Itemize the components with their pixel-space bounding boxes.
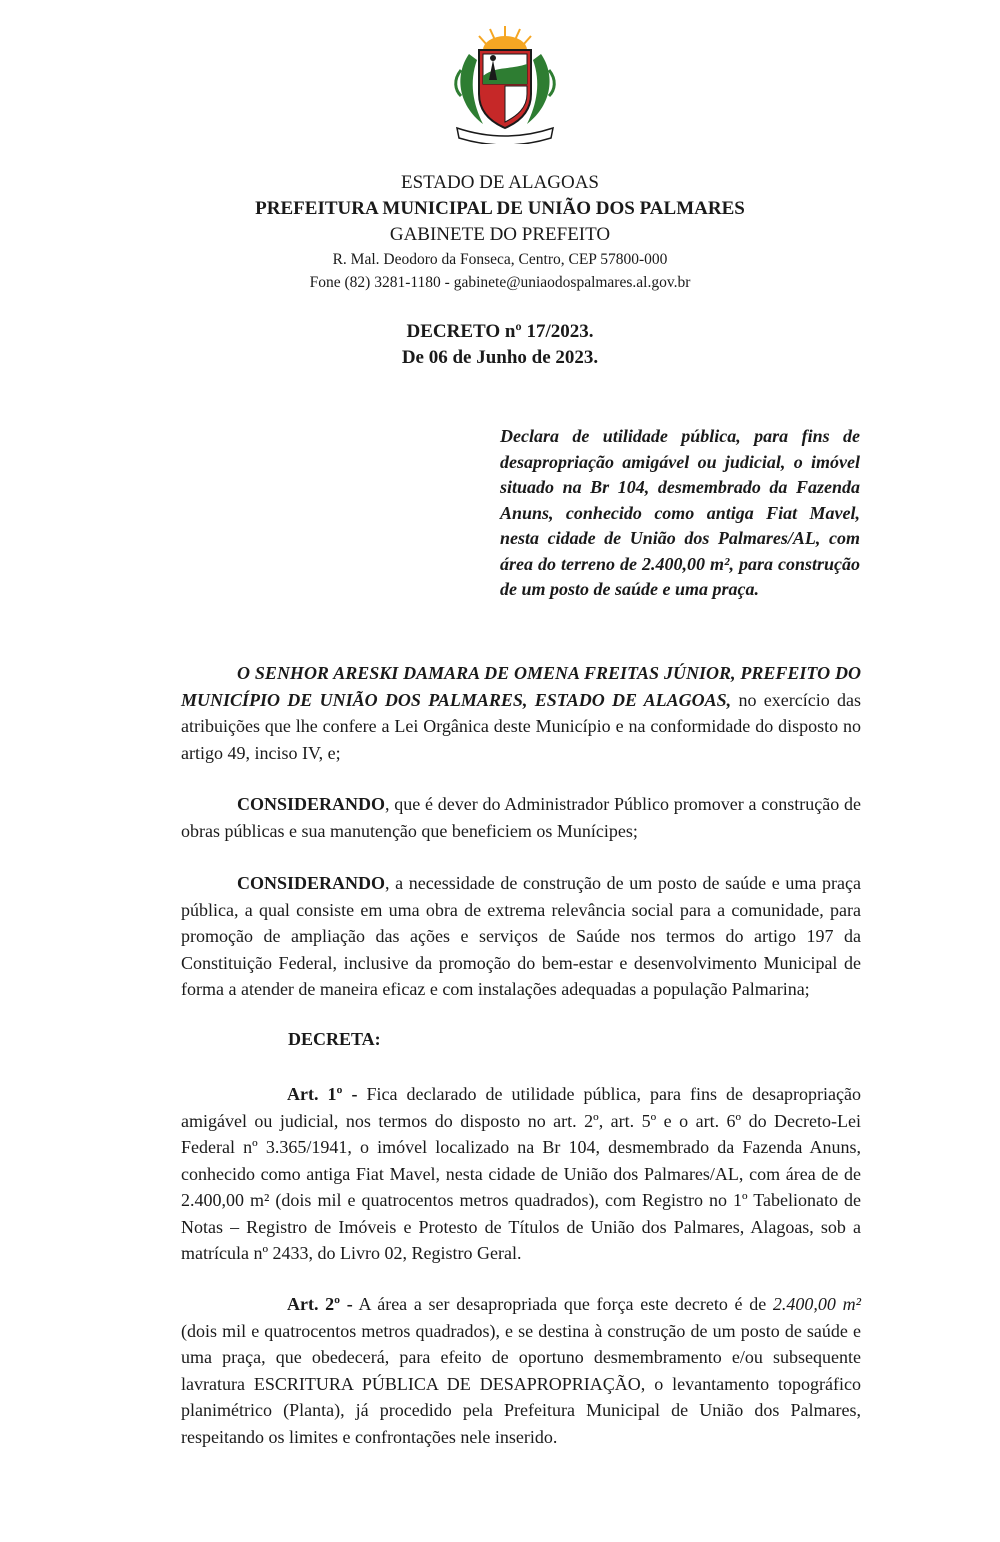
considerando-label: CONSIDERANDO bbox=[237, 794, 386, 814]
article-1 bbox=[181, 1081, 861, 1267]
considerando-text: , a necessidade de construção de um posto de saúde e uma praça pública, a qual consiste em uma obra de extrema relevância social para a comunidade, para promoção de ampliação das ações e serviços de Saúde nos termos do artigo 197 da Constituição Federal, inclusive da promoção do bem-estar e desenvolvimento Municipal de forma a atender de maneira eficaz e com instalações adequadas a população Palmarina; bbox=[181, 873, 861, 999]
article-text: Fica declarado de utilidade pública, para fins de desapropriação amigável ou judicial, nos termos do disposto no art. 2º, art. 5º e o art. 6º do Decreto-Lei Federal nº 3.365/1941, o imóvel localizado na Br 104, desmembrado da Fazenda Anuns, conhecido como antiga Fiat Mavel, nesta cidade de União dos Palmares/AL, com área de de 2.400,00 m² (dois mil e quatrocentos metros quadrados), com Registro no 1º Tabelionato de Notas – Registro de Imóveis e Protesto de Títulos de União dos Palmares, Alagoas, sob a matrícula nº 2433, do Livro 02, Registro Geral. bbox=[181, 1084, 862, 1263]
considerando-text: , que é dever do Administrador Público promover a construção de obras públicas e sua manutenção que beneficiem os Munícipes; bbox=[181, 794, 861, 841]
header-municipality: PREFEITURA MUNICIPAL DE UNIÃO DOS PALMARES bbox=[255, 198, 745, 219]
coat-of-arms-icon bbox=[443, 24, 567, 144]
header-state: ESTADO DE ALAGOAS bbox=[401, 172, 599, 193]
preamble-paragraph bbox=[181, 660, 861, 766]
considerando-label: CONSIDERANDO bbox=[237, 873, 386, 893]
preamble-mayor-emphasis: O SENHOR ARESKI DAMARA DE OMENA FREITAS JÚNIOR, PREFEITO DO MUNICÍPIO DE UNIÃO DOS PALMARES, ESTADO DE ALAGOAS, bbox=[181, 663, 861, 710]
decree-summary: Declara de utilidade pública, para fins de desapropriação amigável ou judicial, o imóvel situado na Br 104, desmembrado da Fazenda Anuns, conhecido como antiga Fiat Mavel, nesta cidade de União dos Palmares/AL, com área do terreno de 2.400,00 m², para construção de um posto de saúde e uma praça. bbox=[500, 426, 860, 599]
article-label: Art. 2º - bbox=[287, 1294, 353, 1314]
article-text-a: A área a ser desapropriada que força este decreto é de bbox=[352, 1294, 773, 1314]
decree-date: De 06 de Junho de 2023. bbox=[401, 347, 599, 368]
considerando-paragraph-2 bbox=[181, 870, 861, 1003]
article-area-value: 2.400,00 m² bbox=[772, 1294, 861, 1314]
article-label: Art. 1º - bbox=[287, 1084, 358, 1104]
article-text-b: (dois mil e quatrocentos metros quadrados), e se destina à construção de um posto de saúde e uma praça, que obedecerá, para efeito de oportuno desmembramento e/ou subsequente lavratura ESCRITURA PÚBLICA DE DESAPROPRIAÇÃO, o levantamento topográfico planimétrico (Planta), já procedido pela Prefeitura Municipal de União dos Palmares, respeitando os limites e confrontações nele inserido. bbox=[181, 1320, 861, 1447]
article-2 bbox=[181, 1291, 861, 1450]
decreta-heading: DECRETA: bbox=[288, 1029, 381, 1049]
considerando-paragraph-1 bbox=[181, 791, 861, 844]
header-office: GABINETE DO PREFEITO bbox=[389, 224, 611, 245]
municipal-crest-logo bbox=[443, 24, 567, 144]
decree-number: DECRETO nº 17/2023. bbox=[406, 321, 594, 342]
header-address: R. Mal. Deodoro da Fonseca, Centro, CEP 57800-000 bbox=[332, 251, 668, 268]
preamble-text: no exercício das atribuições que lhe confere a Lei Orgânica deste Município e na conformidade do disposto no artigo 49, inciso IV, e; bbox=[181, 689, 861, 763]
header-contact: Fone (82) 3281-1180 - gabinete@uniaodospalmares.al.gov.br bbox=[309, 274, 691, 291]
